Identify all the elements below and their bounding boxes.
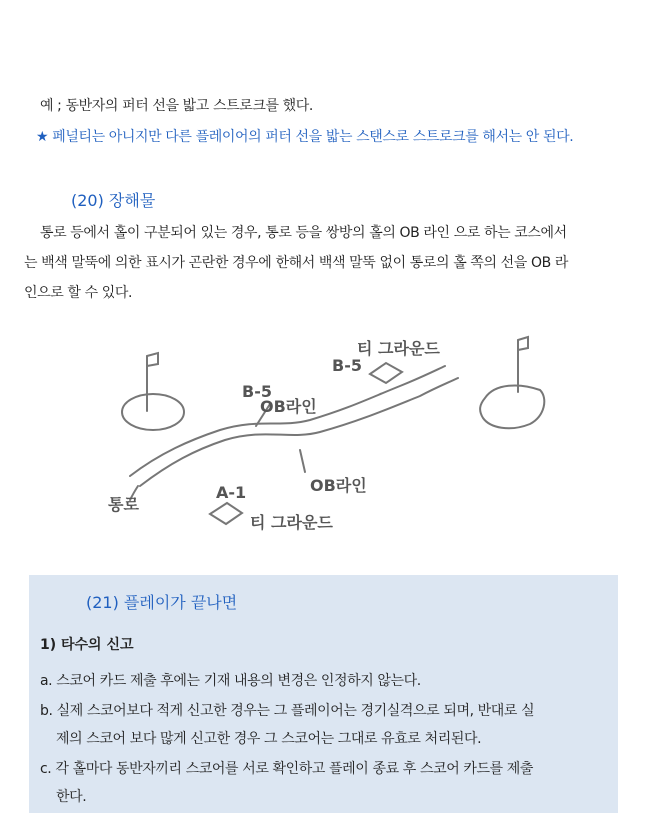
label-ob-bottom: OB라인 [310, 476, 367, 495]
label-a1: A-1 [216, 483, 247, 502]
example-line: 예 ; 동반자의 퍼터 선을 밟고 스트로크를 했다. [40, 98, 313, 114]
section-21-subtitle: 1) 타수의 신고 [40, 637, 134, 653]
label-b5-mid: B-5 [242, 382, 272, 401]
section-20-line-3: 인으로 할 수 있다. [24, 285, 133, 301]
left-flag [147, 353, 158, 366]
ob-pointer-bottom [300, 450, 305, 472]
section-21-title: (21) 플레이가 끝나면 [86, 593, 238, 612]
label-ob-top: OB라인 [260, 397, 317, 416]
item-c-line-2: 한다. [56, 789, 87, 805]
tee-box-bottom [210, 503, 242, 524]
right-flag [518, 337, 528, 350]
section-20-line-2: 는 백색 말뚝에 의한 표시가 곤란한 경우에 한해서 백색 말뚝 없이 통로의 홀 쪽의 선을 OB 라 [24, 255, 568, 271]
penalty-note: ★ 페널티는 아니지만 다른 플레이어의 퍼터 선을 밟는 스탠스로 스트로크를 해서는 안 된다. [36, 129, 574, 145]
tee-box-top [370, 363, 402, 383]
label-tee-top: 티 그라운드 [357, 339, 440, 358]
item-b-line-2: 제의 스코어 보다 많게 신고한 경우 그 스코어는 그대로 유효로 처리된다. [56, 731, 482, 747]
right-green [480, 385, 544, 428]
course-diagram [100, 328, 560, 538]
label-path: 통로 [108, 495, 139, 514]
section-20-title: (20) 장해물 [71, 191, 156, 210]
path-line-upper [130, 366, 445, 476]
item-c-line-1: c. 각 홀마다 동반자끼리 스코어를 서로 확인하고 플레이 종료 후 스코어 카드를 제출 [40, 761, 534, 777]
path-line-lower [140, 378, 458, 486]
label-tee-bottom: 티 그라운드 [250, 513, 333, 532]
label-b5-top: B-5 [332, 356, 362, 375]
left-green [122, 394, 184, 430]
item-a: a. 스코어 카드 제출 후에는 기재 내용의 변경은 인정하지 않는다. [40, 673, 421, 689]
item-b-line-1: b. 실제 스코어보다 적게 신고한 경우는 그 플레이어는 경기실격으로 되며, 반대로 실 [40, 703, 535, 719]
section-20-line-1: 통로 등에서 홀이 구분되어 있는 경우, 통로 등을 쌍방의 홀의 OB 라인 으로 하는 코스에서 [40, 225, 567, 241]
